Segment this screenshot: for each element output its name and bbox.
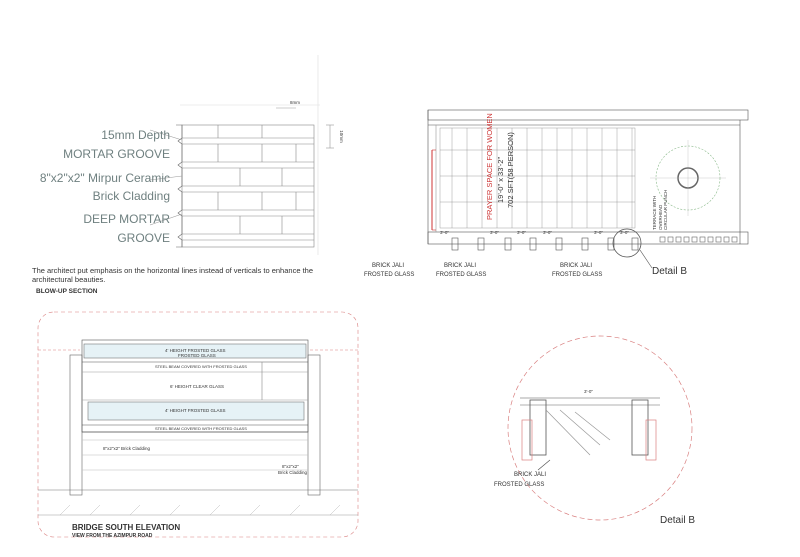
elev-frosted-top-sub: FROSTED GLASS bbox=[178, 353, 216, 358]
plan-detail-label: Detail B bbox=[652, 266, 688, 277]
plan-dim-2: 3'-0" bbox=[490, 230, 499, 235]
blowup-note-1: The architect put emphasis on the horizontal lines instead of verticals to enhance the bbox=[32, 266, 313, 275]
elev-frosted-bottom: 4' HEIGHT FROSTED GLASS bbox=[165, 408, 226, 413]
blowup-title: BLOW-UP SECTION bbox=[36, 288, 98, 295]
plan-top-wall bbox=[428, 110, 748, 120]
terrace-line-3: CIRCULAR PUNCH bbox=[663, 189, 668, 230]
terrace-text bbox=[652, 190, 669, 230]
detail-jali-left bbox=[530, 400, 546, 455]
blowup-note-2: architectural beauties. bbox=[32, 275, 106, 284]
blowup-section-drawing bbox=[150, 55, 334, 255]
prayer-line-2: 19'-0" x 33'-2" bbox=[496, 156, 505, 203]
prayer-line-3: 702 SFT(58 PERSON) bbox=[506, 132, 515, 208]
terrace-line-2: OVERHEAD bbox=[657, 204, 663, 230]
elev-cladding-right-2: Brick Cladding bbox=[278, 470, 308, 475]
depth-label: 15mm Depth bbox=[101, 128, 170, 142]
plan-left-label-2: FROSTED GLASS bbox=[364, 272, 415, 278]
detail-b-label: Detail B bbox=[660, 515, 696, 526]
plan-dim-3: 3'-0" bbox=[517, 230, 526, 235]
elev-frosted-top: 4' HEIGHT FROSTED GLASS bbox=[165, 348, 226, 353]
terrace-line-1: TERRACE WITH bbox=[652, 195, 657, 230]
dim-8mm: 8mm bbox=[290, 100, 300, 105]
prayer-line-1: PRAYER SPACE FOR WOMEN bbox=[485, 113, 494, 220]
elevation-drawing bbox=[38, 312, 358, 537]
plan-dim-6: 3'-0" bbox=[620, 230, 629, 235]
plan-dim-1: 3'-0" bbox=[440, 230, 449, 235]
elev-beam-top: STEEL BEAM COVERED WITH FROSTED GLASS bbox=[155, 364, 247, 369]
mortar-groove-label: MORTAR GROOVE bbox=[63, 147, 170, 161]
detail-b-drawing bbox=[508, 336, 692, 520]
dim-10mm: 10mm bbox=[338, 130, 344, 143]
plan-right-label-1: BRICK JALI bbox=[560, 263, 593, 269]
plan-right-label-2: FROSTED GLASS bbox=[552, 272, 603, 278]
plan-dim-5: 3'-0" bbox=[594, 230, 603, 235]
detail-dim-top: 3'-0" bbox=[584, 389, 593, 394]
terrace-jali bbox=[660, 237, 737, 242]
brick-courses bbox=[182, 125, 314, 240]
detail-frosted-glass: FROSTED GLASS bbox=[494, 482, 545, 488]
deep-groove-label-2: GROOVE bbox=[117, 231, 170, 245]
elev-cladding-right-1: 8"x2"x2" bbox=[282, 464, 299, 469]
elevation-subtitle: VIEW FROM THE AZIMPUR ROAD bbox=[72, 533, 153, 539]
plan-left-label-1: BRICK JALI bbox=[372, 263, 405, 269]
plan-dim-4: 3'-0" bbox=[543, 230, 552, 235]
elevation-title: BRIDGE SOUTH ELEVATION bbox=[72, 523, 181, 532]
plan-mid-label-2: FROSTED GLASS bbox=[436, 272, 487, 278]
floor-plan-drawing bbox=[428, 110, 748, 268]
elev-beam-bottom: STEEL BEAM COVERED WITH FROSTED GLASS bbox=[155, 426, 247, 431]
elev-clear-glass: 6' HEIGHT CLEAR GLASS bbox=[170, 384, 225, 389]
plan-mid-label-1: BRICK JALI bbox=[444, 263, 477, 269]
detail-b-circle bbox=[508, 336, 692, 520]
deep-groove-label-1: DEEP MORTAR bbox=[83, 212, 170, 226]
prayer-rows-grid bbox=[440, 128, 635, 228]
elev-cladding-left: 8"x2"x2" Brick Cladding bbox=[103, 446, 151, 451]
detail-jali-right bbox=[632, 400, 648, 455]
detail-brick-jali: BRICK JALI bbox=[514, 472, 547, 478]
cladding-label-1: 8"x2"x2" Mirpur Ceramic bbox=[39, 171, 170, 185]
cladding-label-2: Brick Cladding bbox=[92, 189, 170, 203]
